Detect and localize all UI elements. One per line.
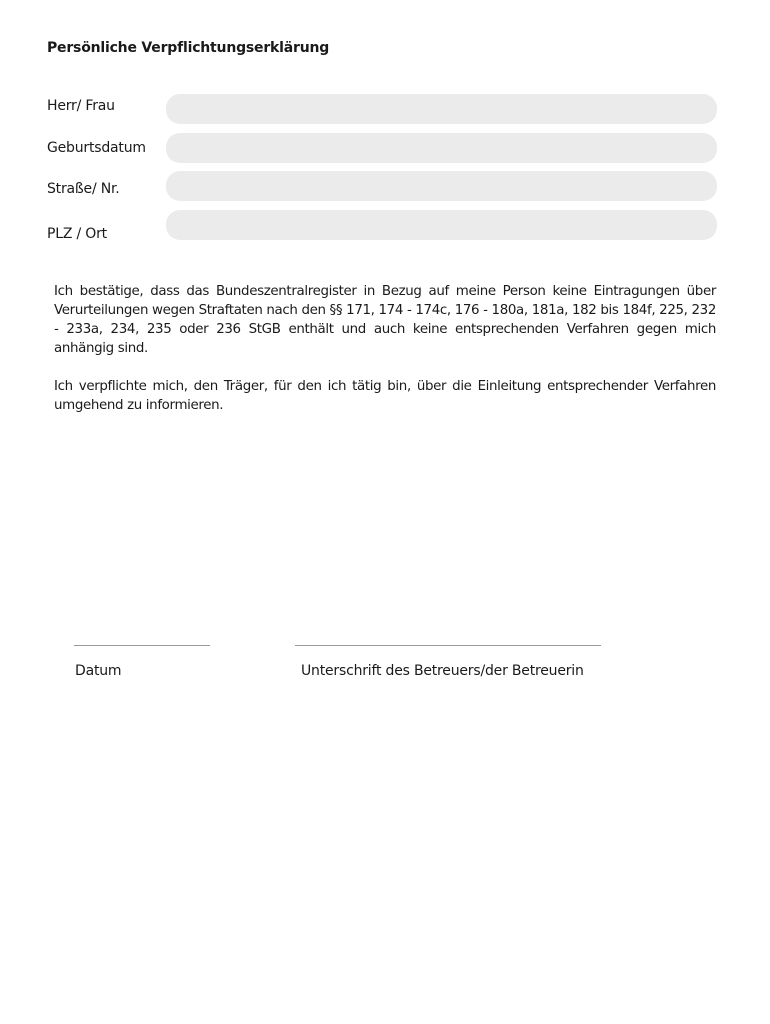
name-field[interactable]	[166, 94, 717, 124]
birthdate-field[interactable]	[166, 133, 717, 163]
birthdate-label: Geburtsdatum	[47, 140, 146, 156]
statement-paragraph-2: Ich verpflichte mich, den Träger, für den ich tätig bin, über die Einleitung entsprechender Verfahren umgehend zu informieren.	[54, 379, 716, 413]
postal-city-label: PLZ / Ort	[47, 226, 107, 242]
street-label: Straße/ Nr.	[47, 181, 120, 197]
name-label: Herr/ Frau	[47, 98, 115, 114]
date-label: Datum	[75, 663, 122, 679]
signature-label: Unterschrift des Betreuers/der Betreuerin	[301, 663, 584, 679]
date-signature-line[interactable]	[74, 645, 210, 646]
signature-line[interactable]	[295, 645, 601, 646]
page-title: Persönliche Verpflichtungserklärung	[47, 40, 330, 56]
street-field[interactable]	[166, 171, 717, 201]
statement-paragraph-1: Ich bestätige, dass das Bundeszentralregister in Bezug auf meine Person keine Eintragungen über Verurteilungen wegen Straftaten nach den §§ 171, 174 - 174c, 176 - 180a, 181a, 182 bis 184f, 225, 232 - 233a, 234, 235 oder 236 StGB enthält und auch keine entsprechenden Verfahren gegen mich anhängig sind.	[54, 284, 716, 356]
postal-city-field[interactable]	[166, 210, 717, 240]
